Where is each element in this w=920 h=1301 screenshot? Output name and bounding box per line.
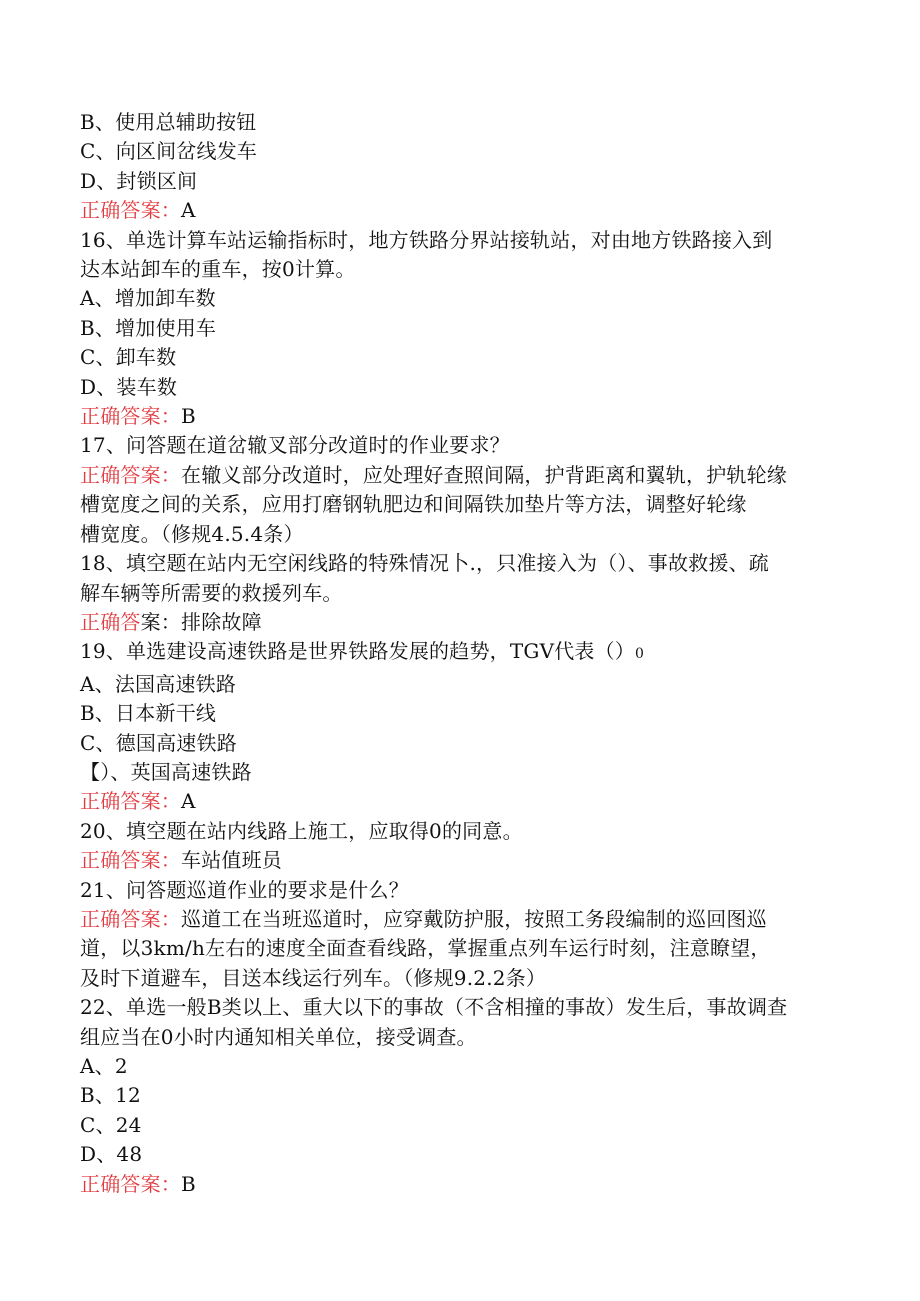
- question-16: 16、单选计算车站运输指标时，地方铁路分界站接轨站，对由地方铁路接入到: [80, 227, 773, 252]
- question-19: [80, 637, 840, 669]
- option-d: D、封锁区间: [80, 168, 198, 193]
- question-17: 17、问答题在道岔辙叉部分改道时的作业要求？: [80, 433, 510, 458]
- answer-value: 在辙义部分改道时，应处理好查照间隔，护背距离和翼轨，护轨轮缘: [181, 462, 787, 487]
- option-d: D、装车数: [80, 374, 178, 399]
- answer-label: 正确答案：: [80, 848, 181, 873]
- answer-line: [80, 196, 840, 225]
- answer-value: A: [181, 789, 196, 814]
- option-d: D、48: [80, 1142, 143, 1167]
- answer-cont: 槽宽度之间的关系，应用打磨钢轨肥边和间隔铁加垫片等方法，调整好轮缘: [80, 492, 747, 517]
- answer-value: B: [181, 1171, 196, 1196]
- question-22: 22、单选一般B类以上、重大以下的事故（不含相撞的事故）发生后，事故调查: [80, 995, 788, 1020]
- answer-label: 正确答案：: [80, 789, 181, 814]
- answer-line: [80, 461, 840, 490]
- answer-label: 正确答案：: [80, 198, 181, 223]
- answer-line: [80, 608, 840, 637]
- option-c: C、卸车数: [80, 345, 177, 370]
- answer-cont: 及时下道避车，目送本线运行列车。（修规9.2.2条）: [80, 965, 547, 990]
- option-a: A、法国高速铁路: [80, 671, 237, 696]
- question-16-cont: 达本站卸车的重车，按0计算。: [80, 257, 356, 282]
- question-20: 20、填空题在站内线路上施工，应取得0的同意。: [80, 818, 523, 843]
- question-18-cont: 解车辆等所需要的救援列车。: [80, 580, 343, 605]
- answer-line: [80, 402, 840, 431]
- option-d: 【）、英国高速铁路: [80, 759, 252, 784]
- question-19-subscript: 0: [635, 646, 645, 663]
- answer-label: 正确答案：: [80, 1171, 181, 1196]
- option-b: B、增加使用车: [80, 315, 217, 340]
- answer-line: [80, 905, 840, 934]
- answer-value: 案：排除故障: [140, 609, 262, 634]
- answer-label: 正确答案：: [80, 462, 181, 487]
- option-c: C、24: [80, 1112, 142, 1137]
- option-c: C、向区间岔线发车: [80, 139, 258, 164]
- option-b: B、12: [80, 1083, 141, 1108]
- option-b: B、使用总辅助按钮: [80, 110, 257, 134]
- question-22-cont: 组应当在0小时内通知相关单位，接受调查。: [80, 1024, 477, 1049]
- question-19-text: 19、单选建设高速铁路是世界铁路发展的趋势，TGV代表（）: [80, 639, 636, 664]
- answer-value: 车站值班员: [181, 848, 282, 873]
- answer-line: [80, 846, 840, 875]
- document-page: [80, 108, 840, 1199]
- question-21: 21、问答题巡道作业的要求是什么？: [80, 877, 409, 902]
- answer-cont: 槽宽度。（修规4.5.4条）: [80, 521, 304, 546]
- answer-label: 正确答: [80, 609, 141, 634]
- answer-line: [80, 1170, 840, 1199]
- answer-value: 巡道工在当班巡道时，应穿戴防护服，按照工务段编制的巡回图巡: [181, 906, 767, 931]
- answer-label: 正确答案：: [80, 404, 181, 429]
- answer-label: 正确答案：: [80, 906, 181, 931]
- option-a: A、2: [80, 1054, 128, 1078]
- answer-value: B: [181, 404, 196, 429]
- answer-value: A: [181, 198, 196, 223]
- option-c: C、德国高速铁路: [80, 730, 237, 755]
- answer-cont: 道，以3km/h左右的速度全面查看线路，掌握重点列车运行时刻，注意瞭望，: [80, 936, 771, 961]
- question-18: 18、填空题在站内无空闲线路的特殊情况卜.，只准接入为（）、事故救援、疏: [80, 551, 770, 576]
- option-b: B、日本新干线: [80, 701, 217, 726]
- option-a: A、增加卸车数: [80, 286, 216, 311]
- answer-line: [80, 787, 840, 816]
